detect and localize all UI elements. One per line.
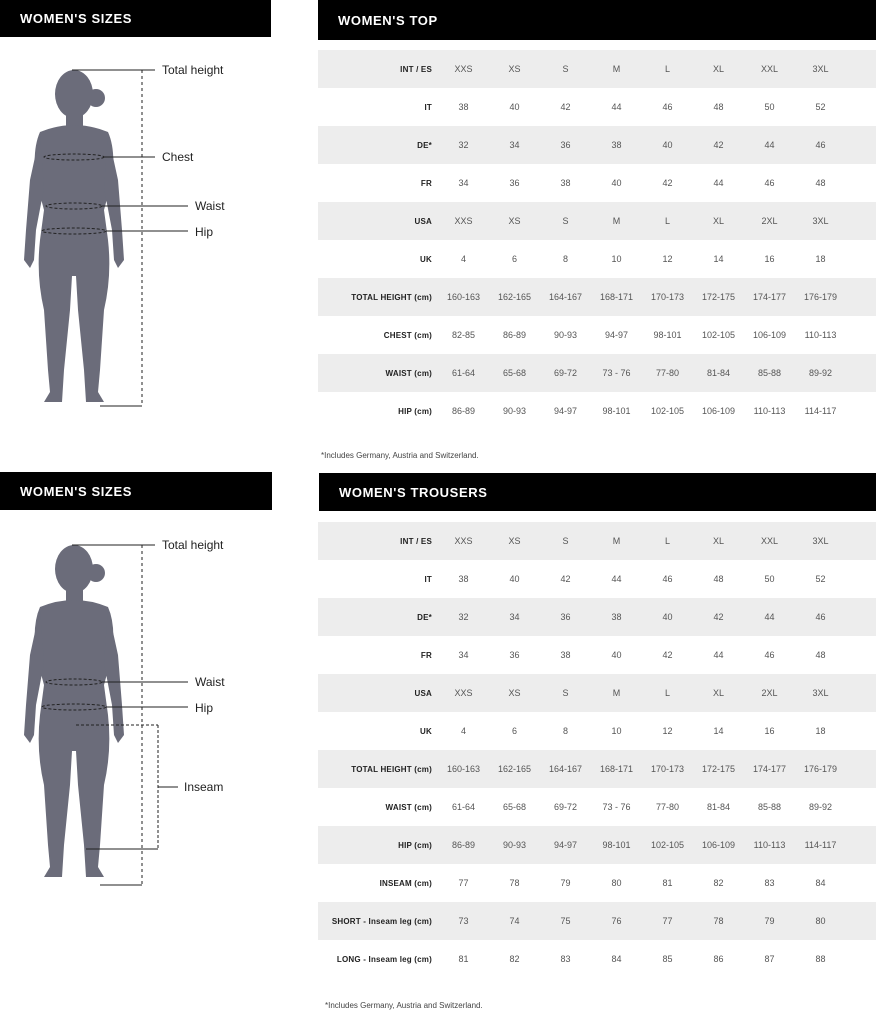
table-cell: 87 (764, 954, 775, 964)
table-cell: 12 (662, 726, 673, 736)
row-cells (438, 802, 846, 812)
table-cell: 34 (509, 140, 520, 150)
table-cell: 106-109 (701, 840, 736, 850)
table-cell: 48 (815, 650, 826, 660)
row-cells (438, 178, 846, 188)
table-cell: 78 (713, 916, 724, 926)
table-cell: 110-113 (804, 330, 837, 340)
table-cell: 77 (458, 878, 469, 888)
table-cell: 40 (509, 574, 520, 584)
table-cell: 102-105 (701, 330, 736, 340)
table-cell: 42 (713, 612, 724, 622)
table-cell: 46 (815, 612, 826, 622)
table-cell: 176-179 (803, 764, 838, 774)
table-cell: 16 (764, 254, 775, 264)
table-cell: 98-101 (602, 840, 631, 850)
row-cells (438, 878, 846, 888)
table-cell: 38 (611, 140, 622, 150)
table-cell: 83 (560, 954, 571, 964)
table-cell: 18 (815, 254, 826, 264)
table-cell: XXS (454, 536, 473, 546)
row-label: DE* (417, 612, 432, 622)
table-cell: 79 (764, 916, 775, 926)
table-cell: 85 (662, 954, 673, 964)
table-cell: 46 (764, 178, 775, 188)
table-cell: 36 (509, 178, 520, 188)
table-cell: 106-109 (752, 330, 787, 340)
table-cell: 48 (815, 178, 826, 188)
table-cell: 32 (458, 612, 469, 622)
table-cell: 40 (509, 102, 520, 112)
table-cell: 82 (713, 878, 724, 888)
table-cell: 44 (713, 178, 724, 188)
table-cell: 162-165 (497, 292, 532, 302)
table-cell: M (612, 64, 621, 74)
table-cell: 65-68 (502, 802, 527, 812)
table-cell: 12 (662, 254, 673, 264)
table-cell: 94-97 (553, 406, 578, 416)
table-cell: 38 (458, 102, 469, 112)
table-cell: XS (508, 688, 521, 698)
row-label: UK (420, 726, 432, 736)
row-cells (438, 254, 846, 264)
table-cell: 44 (713, 650, 724, 660)
table-cell: 114-117 (804, 406, 837, 416)
row-label: WAIST (cm) (385, 802, 432, 812)
table-cell: 3XL (812, 216, 829, 226)
table-cell: 90-93 (553, 330, 578, 340)
table-row (318, 522, 876, 560)
figure-label-inseam-bottom: Inseam (184, 780, 224, 794)
table-cell: 77-80 (655, 802, 680, 812)
table-row (318, 940, 876, 978)
row-cells (438, 916, 846, 926)
table-cell: 172-175 (701, 292, 736, 302)
table-cell: 82 (509, 954, 520, 964)
table-cell: S (562, 536, 569, 546)
table-cell: 40 (611, 178, 622, 188)
table-cell: 90-93 (502, 406, 527, 416)
table-cell: 83 (764, 878, 775, 888)
row-label: TOTAL HEIGHT (cm) (351, 764, 432, 774)
footnote-bottom: *Includes Germany, Austria and Switzerland. (325, 1001, 483, 1010)
table-cell: 6 (511, 726, 517, 736)
table-cell: 170-173 (650, 764, 685, 774)
table-cell: 18 (815, 726, 826, 736)
table-cell: S (562, 216, 569, 226)
table-row (318, 88, 876, 126)
table-cell: 2XL (761, 688, 778, 698)
table-cell: 81 (662, 878, 673, 888)
table-row (318, 674, 876, 712)
table-cell: S (562, 64, 569, 74)
row-cells (438, 406, 846, 416)
row-label: UK (420, 254, 432, 264)
table-row (318, 202, 876, 240)
table-cell: 42 (713, 140, 724, 150)
table-cell: 172-175 (701, 764, 736, 774)
table-cell: 168-171 (599, 764, 634, 774)
table-row (318, 392, 876, 430)
table-cell: 42 (560, 574, 571, 584)
row-label: USA (414, 688, 432, 698)
table-cell: 52 (815, 102, 826, 112)
row-label: WAIST (cm) (385, 368, 432, 378)
table-cell: 50 (764, 102, 775, 112)
table-cell: 176-179 (803, 292, 838, 302)
table-cell: 38 (560, 650, 571, 660)
table-cell: 84 (815, 878, 826, 888)
row-cells (438, 102, 846, 112)
row-cells (438, 140, 846, 150)
table-cell: 114-117 (804, 840, 837, 850)
table-cell: XXL (760, 536, 778, 546)
table-cell: XS (508, 536, 521, 546)
table-cell: 38 (560, 178, 571, 188)
row-cells (438, 612, 846, 622)
size-table-bottom (318, 522, 876, 980)
table-row (318, 316, 876, 354)
table-cell: 174-177 (752, 292, 787, 302)
table-cell: 174-177 (752, 764, 787, 774)
table-cell: 34 (458, 178, 469, 188)
table-cell: 44 (764, 140, 775, 150)
table-row (318, 636, 876, 674)
row-cells (438, 764, 846, 774)
table-row (318, 50, 876, 88)
table-cell: 10 (611, 254, 622, 264)
table-row (318, 826, 876, 864)
figure-label-total-height-top: Total height (162, 63, 224, 77)
table-cell: 88 (815, 954, 826, 964)
table-cell: 73 (458, 916, 469, 926)
table-cell: 86-89 (451, 406, 476, 416)
table-cell: 3XL (812, 64, 829, 74)
table-cell: 46 (764, 650, 775, 660)
sizes-header-top: WOMEN'S SIZES (0, 0, 271, 37)
table-cell: 76 (611, 916, 622, 926)
row-cells (438, 292, 846, 302)
row-cells (438, 726, 846, 736)
table-cell: 3XL (812, 688, 829, 698)
table-cell: 61-64 (451, 802, 476, 812)
row-label: INT / ES (400, 536, 432, 546)
table-cell: XXL (760, 64, 778, 74)
row-label: USA (414, 216, 432, 226)
figure-label-hip-bottom: Hip (195, 701, 214, 715)
row-label: HIP (cm) (398, 406, 432, 416)
table-cell: 4 (460, 726, 466, 736)
table-cell: 81-84 (706, 802, 731, 812)
row-label: DE* (417, 140, 432, 150)
table-cell: 50 (764, 574, 775, 584)
table-cell: 98-101 (602, 406, 631, 416)
table-cell: 160-163 (446, 292, 481, 302)
table-cell: L (664, 64, 670, 74)
table-cell: XL (712, 536, 724, 546)
table-cell: 38 (611, 612, 622, 622)
table-cell: XS (508, 64, 521, 74)
table-cell: 78 (509, 878, 520, 888)
table-cell: XXS (454, 64, 473, 74)
table-cell: 32 (458, 140, 469, 150)
table-cell: L (664, 216, 670, 226)
table-cell: M (612, 216, 621, 226)
row-label: SHORT - Inseam leg (cm) (331, 916, 432, 926)
table-cell: XL (712, 64, 724, 74)
table-cell: 61-64 (451, 368, 476, 378)
table-cell: 75 (560, 916, 571, 926)
table-cell: 46 (815, 140, 826, 150)
row-cells (438, 688, 846, 698)
table-cell: L (664, 688, 670, 698)
figure-label-waist-top: Waist (195, 199, 225, 213)
table-cell: 4 (460, 254, 466, 264)
table-cell: 106-109 (701, 406, 736, 416)
table-cell: XS (508, 216, 521, 226)
table-cell: 44 (611, 102, 622, 112)
sizes-header-bottom: WOMEN'S SIZES (0, 472, 272, 510)
table-cell: 110-113 (753, 406, 786, 416)
table-row (318, 164, 876, 202)
table-cell: 52 (815, 574, 826, 584)
table-cell: 36 (560, 612, 571, 622)
table-cell: 8 (562, 254, 568, 264)
table-cell: 3XL (812, 536, 829, 546)
table-cell: 34 (458, 650, 469, 660)
table-cell: 89-92 (808, 368, 833, 378)
table-cell: 74 (509, 916, 520, 926)
row-label: INT / ES (400, 64, 432, 74)
table-cell: 40 (611, 650, 622, 660)
table-cell: M (612, 688, 621, 698)
table-cell: 69-72 (553, 368, 578, 378)
row-label: CHEST (cm) (383, 330, 432, 340)
table-cell: 89-92 (808, 802, 833, 812)
table-cell: 81-84 (706, 368, 731, 378)
table-row (318, 240, 876, 278)
table-cell: 168-171 (599, 292, 634, 302)
table-cell: 44 (764, 612, 775, 622)
table-cell: 102-105 (650, 840, 685, 850)
row-label: TOTAL HEIGHT (cm) (351, 292, 432, 302)
table-cell: 90-93 (502, 840, 527, 850)
table-cell: 77 (662, 916, 673, 926)
table-cell: 94-97 (553, 840, 578, 850)
table-header-top: WOMEN'S TOP (318, 0, 876, 40)
table-cell: L (664, 536, 670, 546)
row-cells (438, 330, 846, 340)
table-row (318, 712, 876, 750)
table-cell: 46 (662, 574, 673, 584)
table-cell: XXS (454, 688, 473, 698)
row-cells (438, 840, 846, 850)
table-cell: 98-101 (653, 330, 682, 340)
table-cell: 164-167 (548, 292, 583, 302)
table-row (318, 278, 876, 316)
row-label: LONG - Inseam leg (cm) (336, 954, 432, 964)
table-row (318, 864, 876, 902)
table-cell: 164-167 (548, 764, 583, 774)
table-cell: 80 (611, 878, 622, 888)
table-cell: 73 - 76 (602, 802, 631, 812)
figure-label-waist-bottom: Waist (195, 675, 225, 689)
table-cell: 85-88 (757, 368, 782, 378)
table-row (318, 788, 876, 826)
row-cells (438, 216, 846, 226)
table-cell: 162-165 (497, 764, 532, 774)
table-cell: 42 (662, 650, 673, 660)
row-label: IT (424, 102, 432, 112)
table-cell: XXS (454, 216, 473, 226)
table-cell: 79 (560, 878, 571, 888)
table-cell: S (562, 688, 569, 698)
table-row (318, 598, 876, 636)
table-cell: 14 (713, 254, 724, 264)
table-row (318, 126, 876, 164)
table-row (318, 560, 876, 598)
table-cell: 6 (511, 254, 517, 264)
row-cells (438, 954, 846, 964)
table-row (318, 354, 876, 392)
row-label: INSEAM (cm) (379, 878, 432, 888)
table-cell: 81 (458, 954, 469, 964)
table-cell: 42 (560, 102, 571, 112)
table-cell: 40 (662, 140, 673, 150)
table-cell: 8 (562, 726, 568, 736)
table-cell: 77-80 (655, 368, 680, 378)
footnote-top: *Includes Germany, Austria and Switzerland. (321, 451, 479, 460)
table-cell: 73 - 76 (602, 368, 631, 378)
table-cell: 80 (815, 916, 826, 926)
row-cells (438, 368, 846, 378)
row-cells (438, 574, 846, 584)
table-cell: 110-113 (753, 840, 786, 850)
table-cell: 82-85 (451, 330, 476, 340)
size-table-top (318, 50, 876, 430)
row-cells (438, 536, 846, 546)
table-row (318, 902, 876, 940)
row-cells (438, 64, 846, 74)
row-label: FR (420, 178, 432, 188)
table-row (318, 750, 876, 788)
table-cell: 84 (611, 954, 622, 964)
table-cell: 36 (560, 140, 571, 150)
table-cell: 44 (611, 574, 622, 584)
table-cell: 40 (662, 612, 673, 622)
table-cell: 86-89 (502, 330, 527, 340)
figure-label-hip-top: Hip (195, 225, 214, 239)
figure-label-chest-top: Chest (162, 150, 194, 164)
table-cell: 2XL (761, 216, 778, 226)
table-cell: 85-88 (757, 802, 782, 812)
table-cell: 86 (713, 954, 724, 964)
row-label: HIP (cm) (398, 840, 432, 850)
table-cell: 160-163 (446, 764, 481, 774)
table-cell: M (612, 536, 621, 546)
table-cell: XL (712, 216, 724, 226)
table-cell: 69-72 (553, 802, 578, 812)
table-cell: 94-97 (604, 330, 629, 340)
table-cell: 10 (611, 726, 622, 736)
table-cell: 170-173 (650, 292, 685, 302)
table-cell: 38 (458, 574, 469, 584)
table-cell: 42 (662, 178, 673, 188)
table-cell: 36 (509, 650, 520, 660)
table-cell: 16 (764, 726, 775, 736)
table-cell: 102-105 (650, 406, 685, 416)
row-label: FR (420, 650, 432, 660)
figure-label-total-height-bottom: Total height (162, 538, 224, 552)
table-cell: XL (712, 688, 724, 698)
table-cell: 48 (713, 574, 724, 584)
table-cell: 34 (509, 612, 520, 622)
table-cell: 46 (662, 102, 673, 112)
row-label: IT (424, 574, 432, 584)
table-cell: 14 (713, 726, 724, 736)
table-header-bottom: WOMEN'S TROUSERS (319, 473, 876, 511)
row-cells (438, 650, 846, 660)
table-cell: 65-68 (502, 368, 527, 378)
table-cell: 48 (713, 102, 724, 112)
table-cell: 86-89 (451, 840, 476, 850)
